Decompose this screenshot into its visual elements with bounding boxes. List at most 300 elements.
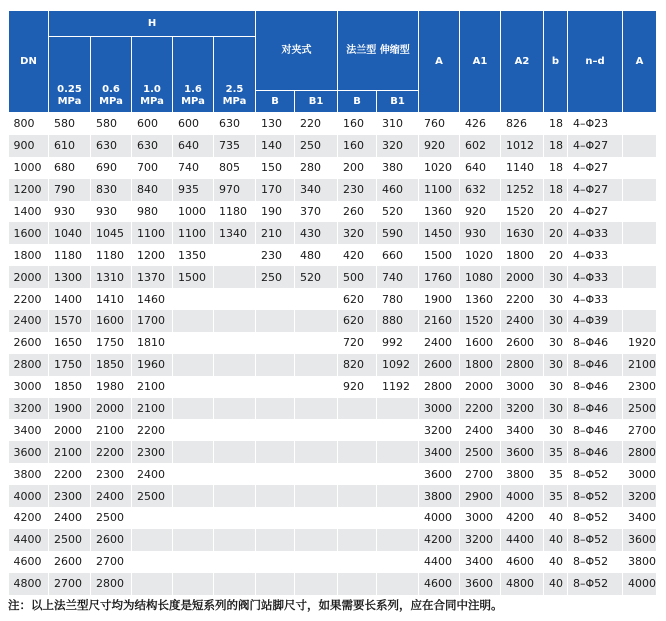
table-cell <box>623 201 657 223</box>
table-cell: 1460 <box>132 288 173 310</box>
table-cell: 2100 <box>91 419 132 441</box>
table-cell <box>173 376 214 398</box>
table-cell <box>338 463 377 485</box>
table-cell <box>295 507 338 529</box>
table-cell <box>256 463 295 485</box>
table-cell: 630 <box>214 113 256 135</box>
header-h: H <box>49 11 256 37</box>
table-cell: 30 <box>544 354 568 376</box>
table-cell: 2700 <box>91 551 132 573</box>
table-cell: 2400 <box>9 310 49 332</box>
table-cell <box>256 398 295 420</box>
table-cell: 340 <box>295 179 338 201</box>
table-cell: 800 <box>9 113 49 135</box>
table-cell <box>214 376 256 398</box>
table-cell: 4800 <box>9 573 49 595</box>
table-cell <box>623 113 657 135</box>
table-cell <box>173 463 214 485</box>
table-cell <box>132 573 173 595</box>
table-cell: 210 <box>256 222 295 244</box>
table-cell: 2800 <box>91 573 132 595</box>
table-cell <box>214 398 256 420</box>
table-cell <box>623 266 657 288</box>
table-row <box>9 573 657 595</box>
table-cell: 2600 <box>501 332 544 354</box>
table-cell: 3200 <box>501 398 544 420</box>
table-cell: 8–Φ52 <box>568 463 623 485</box>
table-cell: 2400 <box>419 332 460 354</box>
table-cell <box>132 507 173 529</box>
table-cell: 500 <box>338 266 377 288</box>
table-row <box>9 354 657 376</box>
header-wafer: 对夹式 <box>256 11 338 91</box>
table-cell <box>623 135 657 157</box>
table-cell: 4–Φ27 <box>568 201 623 223</box>
table-cell: 970 <box>214 179 256 201</box>
table-cell <box>295 332 338 354</box>
table-cell: 630 <box>91 135 132 157</box>
table-cell <box>338 441 377 463</box>
table-cell <box>214 244 256 266</box>
table-cell: 920 <box>460 201 501 223</box>
table-cell: 1040 <box>49 222 91 244</box>
table-cell: 740 <box>173 157 214 179</box>
table-cell <box>214 419 256 441</box>
table-row <box>9 222 657 244</box>
table-cell: 1200 <box>9 179 49 201</box>
table-cell: 790 <box>49 179 91 201</box>
table-cell: 826 <box>501 113 544 135</box>
table-cell: 1370 <box>132 266 173 288</box>
table-cell: 1092 <box>377 354 419 376</box>
table-cell: 1920 <box>623 332 657 354</box>
table-cell: 2300 <box>49 485 91 507</box>
table-cell: 2100 <box>132 376 173 398</box>
table-cell: 2600 <box>419 354 460 376</box>
table-cell: 4000 <box>501 485 544 507</box>
header-a2: A2 <box>501 11 544 113</box>
table-row <box>9 310 657 332</box>
table-cell: 660 <box>377 244 419 266</box>
header-pressure-16 <box>173 37 214 113</box>
table-row <box>9 288 657 310</box>
table-cell: 1520 <box>501 201 544 223</box>
table-cell: 8–Φ46 <box>568 376 623 398</box>
table-cell: 4000 <box>9 485 49 507</box>
table-cell <box>623 222 657 244</box>
table-cell <box>256 507 295 529</box>
table-cell: 280 <box>295 157 338 179</box>
table-cell <box>623 288 657 310</box>
table-cell: 18 <box>544 135 568 157</box>
table-cell: 250 <box>256 266 295 288</box>
table-cell: 4800 <box>501 573 544 595</box>
table-cell: 4–Φ33 <box>568 266 623 288</box>
table-cell: 632 <box>460 179 501 201</box>
table-cell: 4200 <box>419 529 460 551</box>
table-cell: 1400 <box>9 201 49 223</box>
table-cell <box>338 551 377 573</box>
table-cell <box>214 288 256 310</box>
table-cell: 1450 <box>419 222 460 244</box>
header-a: A <box>419 11 460 113</box>
table-cell: 1200 <box>132 244 173 266</box>
table-cell: 992 <box>377 332 419 354</box>
header-pressure-10 <box>132 37 173 113</box>
table-cell: 1180 <box>214 201 256 223</box>
table-cell <box>256 332 295 354</box>
table-cell <box>338 507 377 529</box>
table-cell: 880 <box>377 310 419 332</box>
table-cell: 370 <box>295 201 338 223</box>
table-cell: 602 <box>460 135 501 157</box>
table-cell: 1500 <box>419 244 460 266</box>
table-cell <box>338 398 377 420</box>
table-cell: 3000 <box>419 398 460 420</box>
table-cell: 1045 <box>91 222 132 244</box>
header-b-lower: b <box>544 11 568 113</box>
table-cell: 1252 <box>501 179 544 201</box>
table-cell: 35 <box>544 463 568 485</box>
table-cell: 2300 <box>623 376 657 398</box>
table-body <box>9 113 657 595</box>
pressure-value: 0.6 <box>102 84 120 95</box>
table-cell: 935 <box>173 179 214 201</box>
table-cell: 580 <box>49 113 91 135</box>
table-cell: 40 <box>544 529 568 551</box>
table-cell: 930 <box>460 222 501 244</box>
table-cell <box>173 485 214 507</box>
table-cell: 1180 <box>91 244 132 266</box>
table-cell <box>295 376 338 398</box>
table-cell <box>256 376 295 398</box>
table-cell: 3200 <box>460 529 501 551</box>
table-cell <box>295 529 338 551</box>
table-cell: 4000 <box>623 573 657 595</box>
table-cell: 8–Φ52 <box>568 529 623 551</box>
table-cell: 840 <box>132 179 173 201</box>
table-cell: 680 <box>49 157 91 179</box>
table-cell <box>377 398 419 420</box>
table-cell: 4400 <box>501 529 544 551</box>
table-cell: 1650 <box>49 332 91 354</box>
table-cell <box>256 573 295 595</box>
table-cell <box>173 288 214 310</box>
table-cell: 1900 <box>419 288 460 310</box>
table-cell: 805 <box>214 157 256 179</box>
table-cell: 3600 <box>501 441 544 463</box>
table-cell: 2160 <box>419 310 460 332</box>
table-cell: 4200 <box>501 507 544 529</box>
table-cell: 1600 <box>460 332 501 354</box>
table-cell: 640 <box>173 135 214 157</box>
table-cell: 3600 <box>623 529 657 551</box>
table-cell: 250 <box>295 135 338 157</box>
table-row <box>9 529 657 551</box>
table-cell <box>214 310 256 332</box>
table-row <box>9 266 657 288</box>
table-cell <box>214 266 256 288</box>
table-cell: 320 <box>377 135 419 157</box>
table-cell: 20 <box>544 201 568 223</box>
footnote: 注：以上法兰型尺寸均为结构长度是短系列的阀门站脚尺寸，如果需要长系列，应在合同中注明。 <box>8 598 503 612</box>
table-cell: 1630 <box>501 222 544 244</box>
table-cell: 930 <box>91 201 132 223</box>
table-cell <box>377 485 419 507</box>
table-cell: 1900 <box>49 398 91 420</box>
table-cell: 2600 <box>49 551 91 573</box>
table-cell <box>256 551 295 573</box>
table-cell: 2400 <box>49 507 91 529</box>
table-cell <box>173 441 214 463</box>
table-row <box>9 157 657 179</box>
table-cell: 900 <box>9 135 49 157</box>
pressure-value: 2.5 <box>225 84 244 95</box>
table-cell: 160 <box>338 113 377 135</box>
table-cell: 430 <box>295 222 338 244</box>
table-cell: 460 <box>377 179 419 201</box>
table-cell: 4400 <box>9 529 49 551</box>
table-cell: 1400 <box>49 288 91 310</box>
table-cell: 2800 <box>419 376 460 398</box>
table-cell <box>295 573 338 595</box>
table-cell: 2400 <box>501 310 544 332</box>
table-cell: 260 <box>338 201 377 223</box>
table-cell <box>214 354 256 376</box>
table-row <box>9 332 657 354</box>
table-cell <box>377 463 419 485</box>
table-cell: 1850 <box>91 354 132 376</box>
table-cell: 2800 <box>623 441 657 463</box>
table-cell: 1140 <box>501 157 544 179</box>
table-cell: 620 <box>338 288 377 310</box>
table-cell: 220 <box>295 113 338 135</box>
table-cell <box>256 419 295 441</box>
table-cell: 3600 <box>419 463 460 485</box>
table-cell: 3200 <box>9 398 49 420</box>
table-cell: 4200 <box>9 507 49 529</box>
table-cell: 1600 <box>91 310 132 332</box>
pressure-unit: MPa <box>140 96 164 107</box>
table-cell: 580 <box>91 113 132 135</box>
table-cell: 2200 <box>132 419 173 441</box>
table-cell: 1800 <box>9 244 49 266</box>
table-cell: 1800 <box>460 354 501 376</box>
table-cell: 2400 <box>132 463 173 485</box>
table-cell: 3200 <box>419 419 460 441</box>
table-cell <box>295 485 338 507</box>
table-cell: 2500 <box>49 529 91 551</box>
table-cell: 8–Φ46 <box>568 354 623 376</box>
table-cell: 3400 <box>460 551 501 573</box>
table-cell: 720 <box>338 332 377 354</box>
table-cell: 1192 <box>377 376 419 398</box>
table-cell: 1600 <box>9 222 49 244</box>
table-cell: 3400 <box>501 419 544 441</box>
table-cell: 1310 <box>91 266 132 288</box>
table-cell: 3400 <box>9 419 49 441</box>
table-row <box>9 398 657 420</box>
table-cell: 3800 <box>9 463 49 485</box>
table-cell: 2000 <box>501 266 544 288</box>
table-cell <box>132 551 173 573</box>
table-cell: 1000 <box>173 201 214 223</box>
table-cell: 4–Φ33 <box>568 222 623 244</box>
table-cell: 3400 <box>623 507 657 529</box>
table-cell: 2200 <box>9 288 49 310</box>
table-cell: 2200 <box>91 441 132 463</box>
table-cell: 740 <box>377 266 419 288</box>
table-cell: 3000 <box>623 463 657 485</box>
table-cell: 1350 <box>173 244 214 266</box>
table-cell: 2100 <box>132 398 173 420</box>
table-cell: 2700 <box>49 573 91 595</box>
table-cell: 170 <box>256 179 295 201</box>
table-cell: 4–Φ33 <box>568 244 623 266</box>
table-cell <box>295 441 338 463</box>
table-cell: 2000 <box>9 266 49 288</box>
table-cell <box>377 419 419 441</box>
table-cell: 30 <box>544 266 568 288</box>
table-cell: 590 <box>377 222 419 244</box>
table-cell: 1750 <box>91 332 132 354</box>
table-cell: 1020 <box>460 244 501 266</box>
header-wafer-b: B <box>256 91 295 113</box>
table-cell: 30 <box>544 376 568 398</box>
table-cell: 8–Φ46 <box>568 441 623 463</box>
header-pressure-025 <box>49 37 91 113</box>
table-row <box>9 135 657 157</box>
table-cell: 30 <box>544 419 568 441</box>
table-cell: 1700 <box>132 310 173 332</box>
table-cell: 30 <box>544 288 568 310</box>
table-cell <box>173 573 214 595</box>
table-cell: 130 <box>256 113 295 135</box>
table-cell: 4–Φ33 <box>568 288 623 310</box>
table-cell: 2500 <box>132 485 173 507</box>
table-cell: 1570 <box>49 310 91 332</box>
table-cell <box>338 419 377 441</box>
table-cell: 2200 <box>501 288 544 310</box>
table-cell: 4–Φ27 <box>568 157 623 179</box>
table-cell: 190 <box>256 201 295 223</box>
table-cell <box>377 441 419 463</box>
table-cell: 630 <box>132 135 173 157</box>
table-cell: 310 <box>377 113 419 135</box>
pressure-unit: MPa <box>181 96 205 107</box>
table-cell: 40 <box>544 507 568 529</box>
table-cell <box>173 398 214 420</box>
header-a1: A1 <box>460 11 501 113</box>
table-cell: 1100 <box>419 179 460 201</box>
table-cell <box>214 551 256 573</box>
table-cell: 18 <box>544 157 568 179</box>
dimension-table <box>8 10 657 595</box>
header-nd: n–d <box>568 11 623 113</box>
table-cell: 1360 <box>419 201 460 223</box>
table-cell: 1850 <box>49 376 91 398</box>
table-cell: 1810 <box>132 332 173 354</box>
table-cell: 4400 <box>419 551 460 573</box>
table-cell: 3800 <box>419 485 460 507</box>
table-row <box>9 419 657 441</box>
table-cell: 4–Φ27 <box>568 135 623 157</box>
table-cell: 1340 <box>214 222 256 244</box>
table-row <box>9 376 657 398</box>
table-cell: 600 <box>173 113 214 135</box>
table-cell: 700 <box>132 157 173 179</box>
table-cell <box>214 463 256 485</box>
table-cell: 3800 <box>501 463 544 485</box>
table-cell <box>173 419 214 441</box>
table-cell <box>295 288 338 310</box>
table-cell: 30 <box>544 310 568 332</box>
table-cell <box>173 529 214 551</box>
table-cell: 3600 <box>9 441 49 463</box>
table-cell: 2800 <box>501 354 544 376</box>
table-cell: 200 <box>338 157 377 179</box>
table-cell <box>214 332 256 354</box>
table-cell: 380 <box>377 157 419 179</box>
table-cell: 610 <box>49 135 91 157</box>
table-cell: 930 <box>49 201 91 223</box>
table-cell <box>173 354 214 376</box>
table-cell <box>173 310 214 332</box>
table-cell: 426 <box>460 113 501 135</box>
table-cell: 35 <box>544 441 568 463</box>
table-cell: 3000 <box>460 507 501 529</box>
header-wafer-b1: B1 <box>295 91 338 113</box>
table-cell: 160 <box>338 135 377 157</box>
table-cell <box>623 244 657 266</box>
table-row <box>9 113 657 135</box>
table-cell: 1000 <box>9 157 49 179</box>
table-cell: 35 <box>544 485 568 507</box>
header-a-last: A <box>623 11 657 113</box>
table-cell: 640 <box>460 157 501 179</box>
table-row <box>9 244 657 266</box>
table-cell <box>173 332 214 354</box>
table-cell: 480 <box>295 244 338 266</box>
table-cell: 520 <box>295 266 338 288</box>
table-cell: 230 <box>338 179 377 201</box>
table-cell <box>214 485 256 507</box>
table-cell <box>173 551 214 573</box>
table-cell: 2100 <box>623 354 657 376</box>
table-row <box>9 463 657 485</box>
table-cell: 1800 <box>501 244 544 266</box>
table-cell: 1020 <box>419 157 460 179</box>
table-row <box>9 201 657 223</box>
header-pressure-25 <box>214 37 256 113</box>
table-cell: 980 <box>132 201 173 223</box>
table-cell: 820 <box>338 354 377 376</box>
table-cell <box>256 441 295 463</box>
table-cell: 2500 <box>460 441 501 463</box>
table-cell: 18 <box>544 113 568 135</box>
table-cell: 920 <box>419 135 460 157</box>
table-cell: 3400 <box>419 441 460 463</box>
table-cell <box>173 507 214 529</box>
table-row <box>9 441 657 463</box>
table-cell: 2000 <box>49 419 91 441</box>
pressure-value: 0.25 <box>57 84 82 95</box>
table-cell: 8–Φ46 <box>568 398 623 420</box>
table-cell: 30 <box>544 332 568 354</box>
table-cell: 1410 <box>91 288 132 310</box>
table-cell: 320 <box>338 222 377 244</box>
table-cell: 20 <box>544 244 568 266</box>
